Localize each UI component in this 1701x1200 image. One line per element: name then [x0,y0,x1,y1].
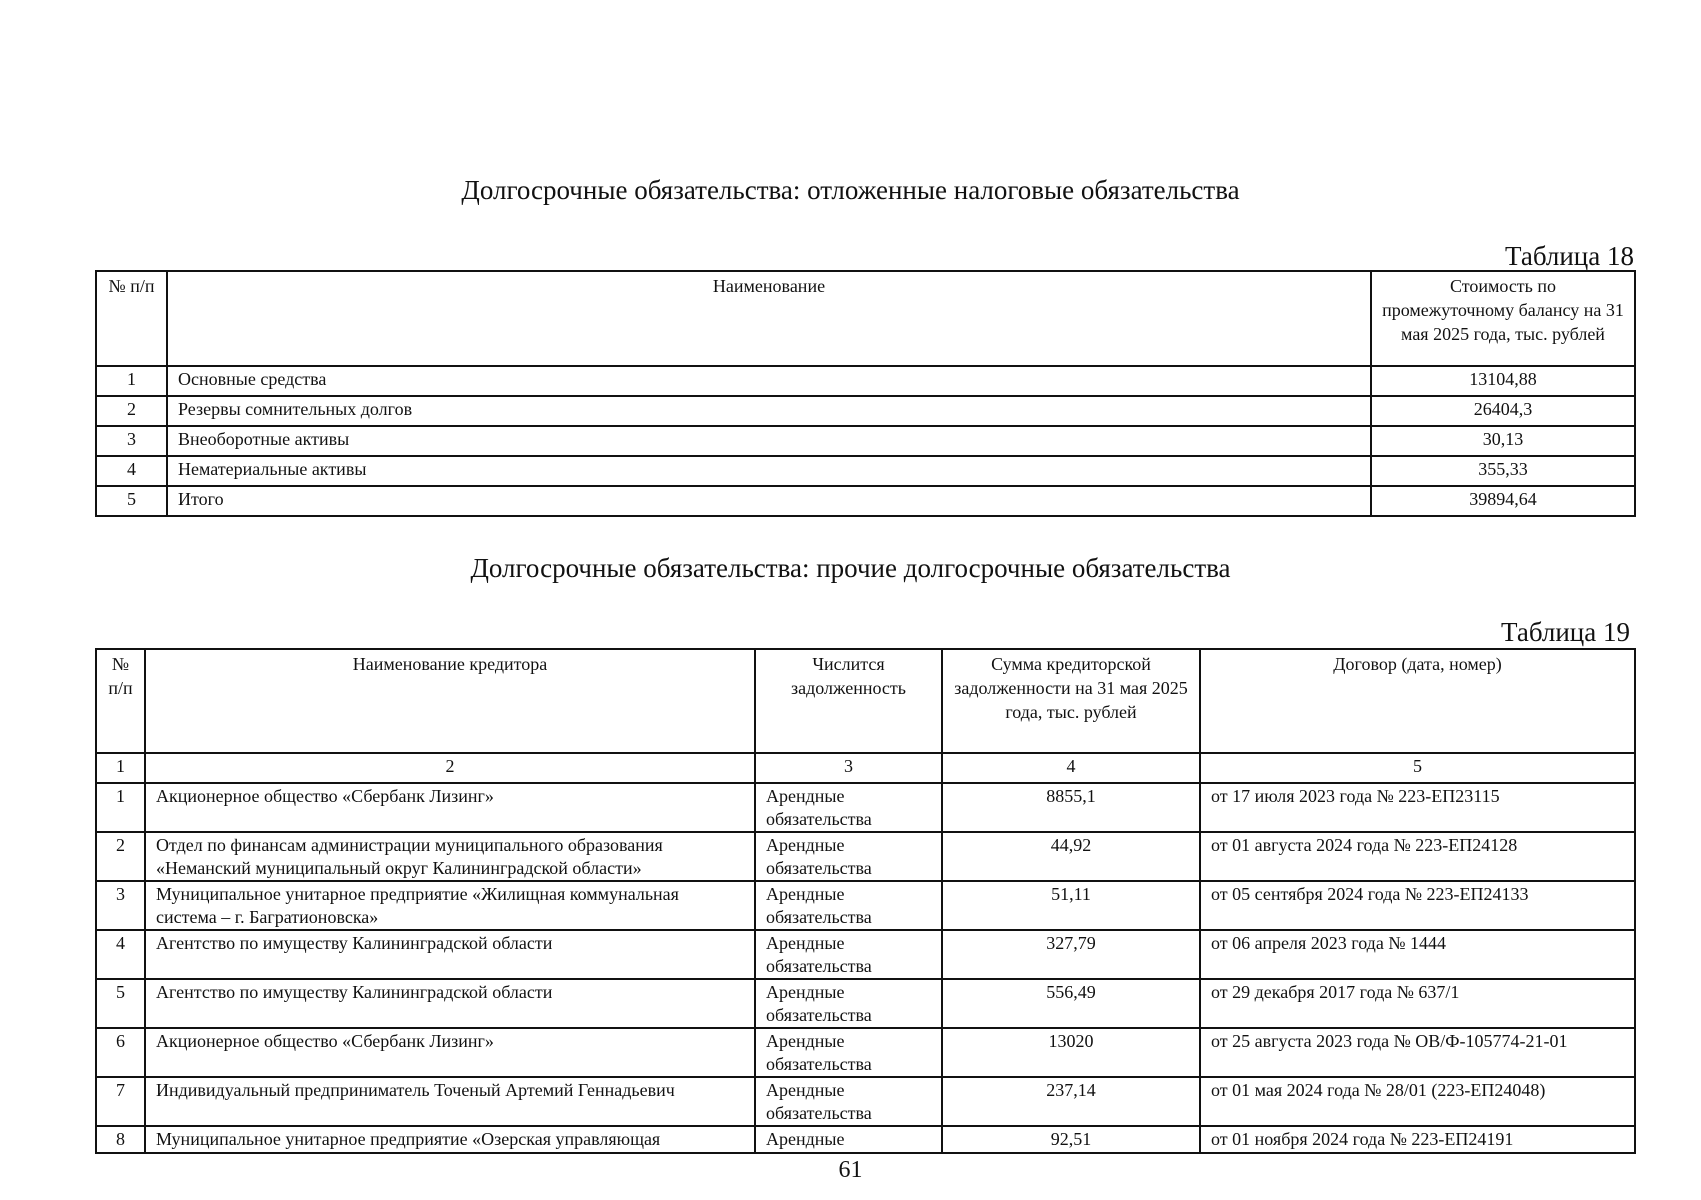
row-contract: от 29 декабря 2017 года № 637/1 [1200,979,1635,1028]
row-debt-type: Арендные [755,1126,942,1153]
column-header-number: № п/п [96,271,167,366]
table-row [96,979,1635,1028]
column-index: 1 [96,753,145,783]
table-header-row [96,271,1635,366]
table-row [96,1126,1635,1153]
row-contract: от 17 июля 2023 года № 223-ЕП23115 [1200,783,1635,832]
row-debt-type: Арендные обязательства [755,930,942,979]
column-header-value: Стоимость по промежуточному балансу на 31 мая 2025 года, тыс. рублей [1371,271,1635,366]
row-contract: от 01 мая 2024 года № 28/01 (223-ЕП24048) [1200,1077,1635,1126]
row-creditor: Отдел по финансам администрации муниципального образования «Неманский муниципальный округ Калининградской области» [145,832,755,881]
row-creditor: Акционерное общество «Сбербанк Лизинг» [145,1028,755,1077]
page-number: 61 [838,1157,863,1183]
row-amount: 8855,1 [942,783,1200,832]
row-contract: от 01 августа 2024 года № 223-ЕП24128 [1200,832,1635,881]
column-header-name: Наименование [167,271,1371,366]
row-value: 13104,88 [1371,366,1635,396]
row-number: 5 [96,979,145,1028]
row-number: 2 [96,396,167,426]
row-value: 39894,64 [1371,486,1635,516]
row-contract: от 01 ноября 2024 года № 223-ЕП24191 [1200,1126,1635,1153]
row-amount: 237,14 [942,1077,1200,1126]
row-debt-type: Арендные обязательства [755,1077,942,1126]
table-row [96,456,1635,486]
column-header-debt-type: Числится задолженность [755,649,942,753]
row-number: 2 [96,832,145,881]
table-row [96,396,1635,426]
row-number: 3 [96,881,145,930]
row-contract: от 25 августа 2023 года № ОВ/Ф-105774-21-01 [1200,1028,1635,1077]
column-index: 5 [1200,753,1635,783]
row-creditor: Агентство по имуществу Калининградской области [145,930,755,979]
row-amount: 92,51 [942,1126,1200,1153]
row-amount: 44,92 [942,832,1200,881]
row-contract: от 06 апреля 2023 года № 1444 [1200,930,1635,979]
row-number: 6 [96,1028,145,1077]
column-header-number: № п/п [96,649,145,753]
column-index-row [96,753,1635,783]
row-amount: 51,11 [942,881,1200,930]
row-name: Нематериальные активы [167,456,1371,486]
row-amount: 556,49 [942,979,1200,1028]
section-heading-deferred-tax: Долгосрочные обязательства: отложенные налоговые обязательства [461,175,1240,205]
row-value: 355,33 [1371,456,1635,486]
column-header-amount: Сумма кредиторской задолженности на 31 мая 2025 года, тыс. рублей [942,649,1200,753]
column-index: 2 [145,753,755,783]
table-row [96,930,1635,979]
row-name: Основные средства [167,366,1371,396]
row-debt-type: Арендные обязательства [755,1028,942,1077]
table-row [96,366,1635,396]
other-long-term-liabilities-table [95,648,1636,1154]
row-number: 8 [96,1126,145,1153]
row-creditor: Муниципальное унитарное предприятие «Жилищная коммунальная система – г. Багратионовска» [145,881,755,930]
row-number: 1 [96,783,145,832]
row-number: 7 [96,1077,145,1126]
table-row [96,832,1635,881]
row-number: 3 [96,426,167,456]
row-contract: от 05 сентября 2024 года № 223-ЕП24133 [1200,881,1635,930]
row-amount: 327,79 [942,930,1200,979]
row-value: 30,13 [1371,426,1635,456]
row-name: Итого [167,486,1371,516]
row-debt-type: Арендные обязательства [755,783,942,832]
row-number: 4 [96,456,167,486]
section-heading-other-liabilities: Долгосрочные обязательства: прочие долгосрочные обязательства [470,553,1231,583]
table-row [96,1028,1635,1077]
row-number: 1 [96,366,167,396]
row-debt-type: Арендные обязательства [755,979,942,1028]
row-number: 4 [96,930,145,979]
column-header-contract: Договор (дата, номер) [1200,649,1635,753]
table-row [96,783,1635,832]
column-header-creditor: Наименование кредитора [145,649,755,753]
table-row [96,1077,1635,1126]
row-amount: 13020 [942,1028,1200,1077]
table-row-total [96,486,1635,516]
row-value: 26404,3 [1371,396,1635,426]
deferred-tax-liabilities-table [95,270,1636,517]
row-number: 5 [96,486,167,516]
row-creditor: Муниципальное унитарное предприятие «Озерская управляющая [145,1126,755,1153]
column-index: 4 [942,753,1200,783]
table-header-row [96,649,1635,753]
table-number-18: Таблица 18 [1505,241,1634,271]
table-row [96,881,1635,930]
row-creditor: Агентство по имуществу Калининградской области [145,979,755,1028]
column-index: 3 [755,753,942,783]
row-creditor: Акционерное общество «Сбербанк Лизинг» [145,783,755,832]
table-number-19: Таблица 19 [1501,617,1630,647]
row-debt-type: Арендные обязательства [755,832,942,881]
row-name: Резервы сомнительных долгов [167,396,1371,426]
table-row [96,426,1635,456]
row-name: Внеоборотные активы [167,426,1371,456]
row-debt-type: Арендные обязательства [755,881,942,930]
row-creditor: Индивидуальный предприниматель Точеный Артемий Геннадьевич [145,1077,755,1126]
